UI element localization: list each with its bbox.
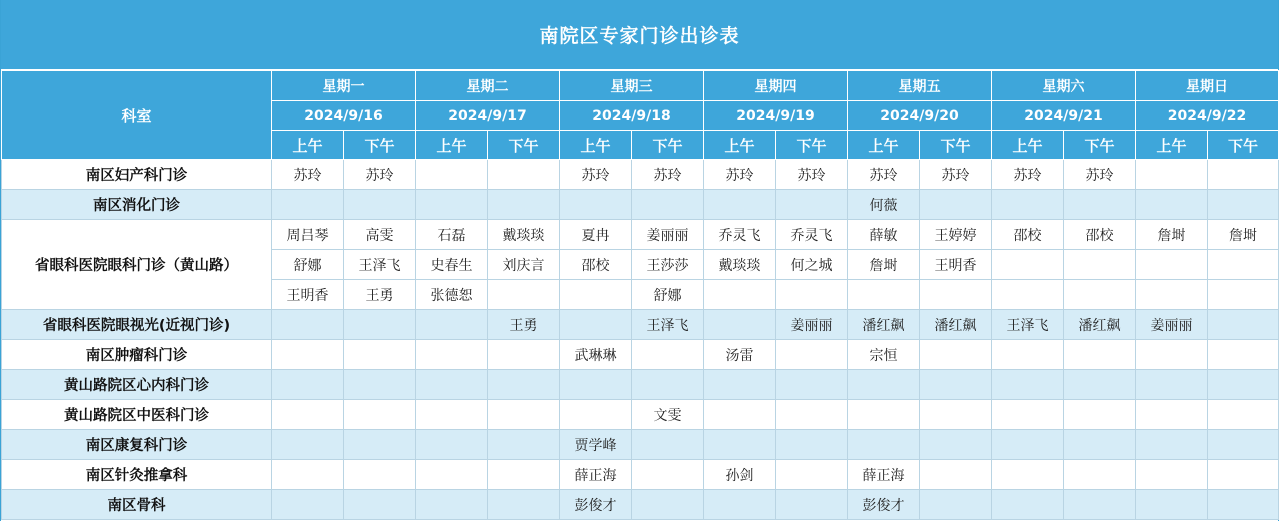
doctor-cell: 苏玲: [920, 160, 992, 190]
weekday-header: 星期五: [848, 71, 992, 101]
doctor-cell: [1208, 190, 1279, 220]
department-name: 黄山路院区中医科门诊: [2, 400, 272, 430]
doctor-cell: [560, 280, 632, 310]
pm-header: 下午: [632, 131, 704, 160]
date-header: 2024/9/21: [992, 101, 1136, 131]
doctor-cell: [920, 490, 992, 520]
doctor-cell: [416, 190, 488, 220]
doctor-cell: [848, 370, 920, 400]
doctor-cell: 张德恕: [416, 280, 488, 310]
doctor-cell: 潘红飙: [848, 310, 920, 340]
pm-header: 下午: [1208, 131, 1279, 160]
doctor-cell: [776, 190, 848, 220]
doctor-cell: 王婷婷: [920, 220, 992, 250]
doctor-cell: [1208, 370, 1279, 400]
doctor-cell: [272, 400, 344, 430]
doctor-cell: [344, 400, 416, 430]
department-name: 南区针灸推拿科: [2, 460, 272, 490]
doctor-cell: [992, 370, 1064, 400]
table-row: [2, 190, 1279, 220]
table-row: [2, 310, 1279, 340]
doctor-cell: [1208, 250, 1279, 280]
doctor-cell: [848, 430, 920, 460]
doctor-cell: 舒娜: [272, 250, 344, 280]
table-row: [2, 430, 1279, 460]
doctor-cell: 王明香: [272, 280, 344, 310]
doctor-cell: [416, 370, 488, 400]
doctor-cell: [1136, 280, 1208, 310]
doctor-cell: [272, 190, 344, 220]
doctor-cell: 邵校: [992, 220, 1064, 250]
doctor-cell: [488, 490, 560, 520]
doctor-cell: 姜丽丽: [1136, 310, 1208, 340]
doctor-cell: [1208, 340, 1279, 370]
doctor-cell: 彭俊才: [848, 490, 920, 520]
doctor-cell: 何之城: [776, 250, 848, 280]
doctor-cell: 潘红飙: [1064, 310, 1136, 340]
doctor-cell: [776, 280, 848, 310]
doctor-cell: 石磊: [416, 220, 488, 250]
doctor-cell: [272, 370, 344, 400]
doctor-cell: 詹埘: [848, 250, 920, 280]
doctor-cell: [488, 280, 560, 310]
doctor-cell: [416, 160, 488, 190]
doctor-cell: 苏玲: [632, 160, 704, 190]
doctor-cell: 王泽飞: [344, 250, 416, 280]
doctor-cell: 苏玲: [272, 160, 344, 190]
doctor-cell: 宗恒: [848, 340, 920, 370]
doctor-cell: [560, 310, 632, 340]
doctor-cell: [1136, 250, 1208, 280]
doctor-cell: [920, 280, 992, 310]
doctor-cell: [632, 190, 704, 220]
doctor-cell: [560, 370, 632, 400]
doctor-cell: [416, 400, 488, 430]
doctor-cell: 王泽飞: [992, 310, 1064, 340]
date-header: 2024/9/20: [848, 101, 992, 131]
doctor-cell: [560, 400, 632, 430]
doctor-cell: [416, 460, 488, 490]
doctor-cell: [344, 190, 416, 220]
doctor-cell: [1208, 430, 1279, 460]
doctor-cell: [920, 400, 992, 430]
doctor-cell: [1064, 460, 1136, 490]
weekday-header: 星期日: [1136, 71, 1279, 101]
doctor-cell: [1136, 190, 1208, 220]
doctor-cell: [1064, 250, 1136, 280]
doctor-cell: [1064, 490, 1136, 520]
doctor-cell: [344, 310, 416, 340]
doctor-cell: 戴琰琰: [704, 250, 776, 280]
doctor-cell: [1064, 400, 1136, 430]
doctor-cell: [632, 430, 704, 460]
am-header: 上午: [272, 131, 344, 160]
doctor-cell: 乔灵飞: [704, 220, 776, 250]
doctor-cell: [416, 340, 488, 370]
doctor-cell: 薛敏: [848, 220, 920, 250]
doctor-cell: [1136, 460, 1208, 490]
doctor-cell: 苏玲: [992, 160, 1064, 190]
department-name: 南区骨科: [2, 490, 272, 520]
doctor-cell: [992, 250, 1064, 280]
doctor-cell: [920, 340, 992, 370]
doctor-cell: [848, 280, 920, 310]
doctor-cell: [488, 460, 560, 490]
doctor-cell: 王明香: [920, 250, 992, 280]
doctor-cell: 王勇: [344, 280, 416, 310]
doctor-cell: [344, 370, 416, 400]
doctor-cell: [272, 310, 344, 340]
doctor-cell: [776, 340, 848, 370]
doctor-cell: 高雯: [344, 220, 416, 250]
doctor-cell: 夏冉: [560, 220, 632, 250]
department-name: 省眼科医院眼科门诊（黄山路）: [2, 220, 272, 310]
doctor-cell: [992, 490, 1064, 520]
doctor-cell: [920, 370, 992, 400]
weekday-header: 星期四: [704, 71, 848, 101]
doctor-cell: [416, 430, 488, 460]
doctor-cell: 薛正海: [560, 460, 632, 490]
weekday-header: 星期二: [416, 71, 560, 101]
date-header: 2024/9/17: [416, 101, 560, 131]
am-header: 上午: [1136, 131, 1208, 160]
date-header: 2024/9/18: [560, 101, 704, 131]
doctor-cell: [992, 280, 1064, 310]
doctor-cell: 何薇: [848, 190, 920, 220]
doctor-cell: [488, 400, 560, 430]
doctor-cell: [1136, 430, 1208, 460]
doctor-cell: 王莎莎: [632, 250, 704, 280]
doctor-cell: 武琳琳: [560, 340, 632, 370]
doctor-cell: 戴琰琰: [488, 220, 560, 250]
pm-header: 下午: [488, 131, 560, 160]
doctor-cell: [632, 340, 704, 370]
doctor-cell: [704, 190, 776, 220]
doctor-cell: 汤雷: [704, 340, 776, 370]
doctor-cell: [272, 490, 344, 520]
table-row: [2, 340, 1279, 370]
department-name: 南区妇产科门诊: [2, 160, 272, 190]
date-header: 2024/9/16: [272, 101, 416, 131]
doctor-cell: [1136, 370, 1208, 400]
doctor-cell: [848, 400, 920, 430]
table-row: [2, 400, 1279, 430]
doctor-cell: [1208, 310, 1279, 340]
doctor-cell: [1064, 340, 1136, 370]
date-header: 2024/9/22: [1136, 101, 1279, 131]
doctor-cell: [488, 370, 560, 400]
doctor-cell: [1064, 280, 1136, 310]
doctor-cell: 贾学峰: [560, 430, 632, 460]
doctor-cell: 文雯: [632, 400, 704, 430]
doctor-cell: [1136, 400, 1208, 430]
doctor-cell: 詹埘: [1208, 220, 1279, 250]
doctor-cell: 乔灵飞: [776, 220, 848, 250]
department-name: 省眼科医院眼视光(近视门诊): [2, 310, 272, 340]
doctor-cell: [992, 400, 1064, 430]
doctor-cell: 苏玲: [704, 160, 776, 190]
doctor-cell: 姜丽丽: [632, 220, 704, 250]
doctor-cell: 史春生: [416, 250, 488, 280]
doctor-cell: 苏玲: [560, 160, 632, 190]
doctor-cell: [992, 460, 1064, 490]
doctor-cell: [776, 430, 848, 460]
weekday-header: 星期一: [272, 71, 416, 101]
weekday-header: 星期三: [560, 71, 704, 101]
schedule-table: [1, 70, 1279, 520]
doctor-cell: 王勇: [488, 310, 560, 340]
doctor-cell: 苏玲: [848, 160, 920, 190]
department-name: 南区消化门诊: [2, 190, 272, 220]
doctor-cell: [1064, 370, 1136, 400]
doctor-cell: [776, 460, 848, 490]
pm-header: 下午: [920, 131, 992, 160]
am-header: 上午: [416, 131, 488, 160]
doctor-cell: 苏玲: [1064, 160, 1136, 190]
doctor-cell: 邵校: [1064, 220, 1136, 250]
doctor-cell: [1208, 460, 1279, 490]
page-title: 南院区专家门诊出诊表: [1, 0, 1278, 70]
department-name: 黄山路院区心内科门诊: [2, 370, 272, 400]
doctor-cell: [1064, 430, 1136, 460]
am-header: 上午: [992, 131, 1064, 160]
pm-header: 下午: [776, 131, 848, 160]
doctor-cell: [1208, 400, 1279, 430]
doctor-cell: [704, 280, 776, 310]
doctor-cell: [704, 370, 776, 400]
doctor-cell: 周吕琴: [272, 220, 344, 250]
department-name: 南区康复科门诊: [2, 430, 272, 460]
pm-header: 下午: [344, 131, 416, 160]
doctor-cell: 詹埘: [1136, 220, 1208, 250]
date-header: 2024/9/19: [704, 101, 848, 131]
doctor-cell: [488, 190, 560, 220]
table-row: [2, 160, 1279, 190]
doctor-cell: [488, 160, 560, 190]
doctor-cell: [776, 490, 848, 520]
doctor-cell: [992, 340, 1064, 370]
doctor-cell: [1136, 160, 1208, 190]
doctor-cell: [344, 340, 416, 370]
doctor-cell: [992, 430, 1064, 460]
doctor-cell: [632, 460, 704, 490]
department-column-header: 科室: [2, 71, 272, 160]
doctor-cell: [344, 490, 416, 520]
doctor-cell: [632, 490, 704, 520]
doctor-cell: [1208, 280, 1279, 310]
weekday-header: 星期六: [992, 71, 1136, 101]
doctor-cell: [992, 190, 1064, 220]
am-header: 上午: [704, 131, 776, 160]
doctor-cell: 潘红飙: [920, 310, 992, 340]
doctor-cell: 苏玲: [776, 160, 848, 190]
am-header: 上午: [848, 131, 920, 160]
doctor-cell: 孙剑: [704, 460, 776, 490]
doctor-cell: 刘庆言: [488, 250, 560, 280]
doctor-cell: [704, 490, 776, 520]
pm-header: 下午: [1064, 131, 1136, 160]
doctor-cell: [776, 370, 848, 400]
doctor-cell: [1208, 160, 1279, 190]
doctor-cell: [632, 370, 704, 400]
doctor-cell: [1136, 490, 1208, 520]
doctor-cell: [1208, 490, 1279, 520]
table-row: [2, 490, 1279, 520]
doctor-cell: [704, 310, 776, 340]
doctor-cell: [920, 430, 992, 460]
doctor-cell: [488, 340, 560, 370]
doctor-cell: [920, 190, 992, 220]
department-name: 南区肿瘤科门诊: [2, 340, 272, 370]
doctor-cell: [560, 190, 632, 220]
doctor-cell: 邵校: [560, 250, 632, 280]
table-row: [2, 460, 1279, 490]
doctor-cell: [1064, 190, 1136, 220]
doctor-cell: 王泽飞: [632, 310, 704, 340]
doctor-cell: [272, 430, 344, 460]
doctor-cell: 舒娜: [632, 280, 704, 310]
doctor-cell: [488, 430, 560, 460]
doctor-cell: [272, 340, 344, 370]
doctor-cell: [416, 490, 488, 520]
doctor-cell: [344, 460, 416, 490]
am-header: 上午: [560, 131, 632, 160]
doctor-cell: [776, 400, 848, 430]
doctor-cell: 彭俊才: [560, 490, 632, 520]
doctor-cell: 姜丽丽: [776, 310, 848, 340]
doctor-cell: [1136, 340, 1208, 370]
table-row: [2, 220, 1279, 250]
table-row: [2, 370, 1279, 400]
doctor-cell: 苏玲: [344, 160, 416, 190]
doctor-cell: [920, 460, 992, 490]
doctor-cell: [344, 430, 416, 460]
doctor-cell: [704, 400, 776, 430]
doctor-cell: [704, 430, 776, 460]
doctor-cell: 薛正海: [848, 460, 920, 490]
doctor-cell: [416, 310, 488, 340]
doctor-cell: [272, 460, 344, 490]
